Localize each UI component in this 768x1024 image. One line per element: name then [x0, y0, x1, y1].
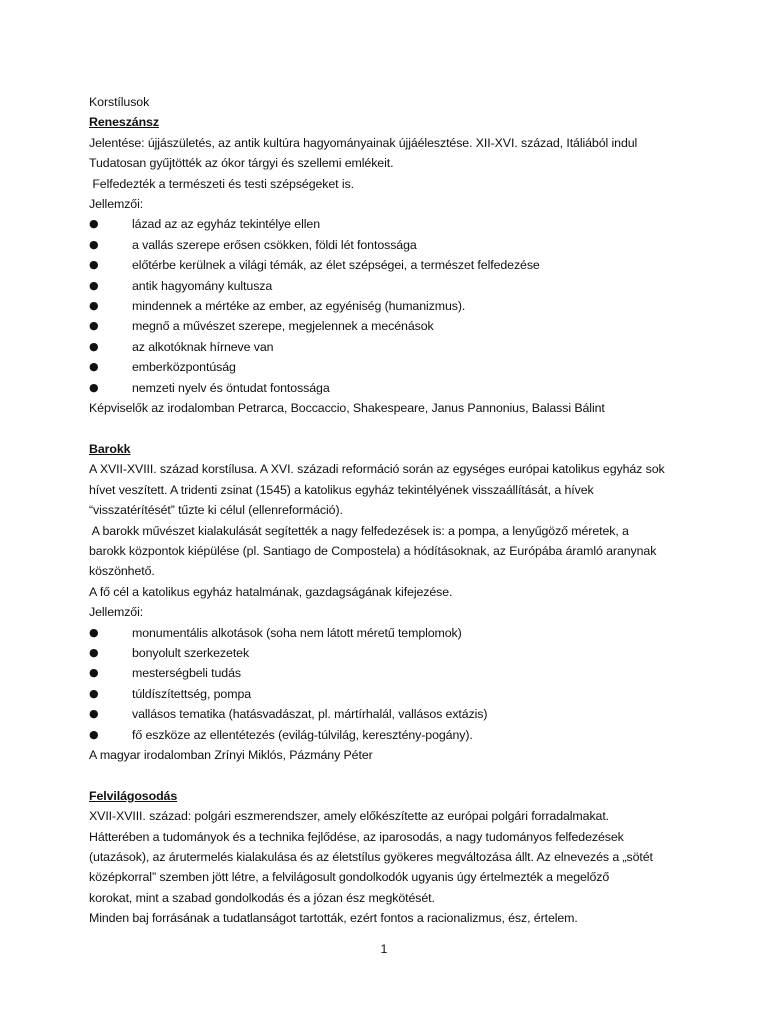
enlightenment-text-line: középkorral” szemben jött létre, a felvilágosult gondolkodók ugyanis úgy értelmezték a megelőző — [89, 870, 610, 885]
document-page — [89, 92, 689, 929]
baroque-text-line: hívet veszített. A tridenti zsinat (1545) a katolikus egyház tekintélyének visszaállítását, a hívek — [89, 482, 594, 497]
list-item: ● mindennek a mértéke az ember, az egyéniség (humanizmus). — [89, 296, 689, 316]
page-number: 1 — [380, 942, 388, 956]
enlightenment-text-line: (utazások), az árutermelés kialakulása és az életstílus gyökeres megváltozása állt. Az elnevezés a „sötét — [89, 850, 653, 864]
bullet-icon: ● — [89, 686, 99, 700]
baroque-hungarian-authors: A magyar irodalomban Zrínyi Miklós, Pázmány Péter — [89, 747, 373, 762]
list-item: ● vallásos tematika (hatásvadászat, pl. mártírhalál, vallásos extázis) — [89, 704, 689, 724]
bullet-icon: ● — [89, 727, 99, 741]
list-item: ● túldíszítettség, pompa — [89, 684, 689, 704]
baroque-text-line: köszönhető. — [89, 564, 155, 579]
renaissance-meaning: Jelentése: újjászületés, az antik kultúra hagyományainak újjáélesztése. XII-XVI. század, Itáliából indul — [89, 135, 638, 150]
enlightenment-text-line: Minden baj forrásának a tudatlanságot tartották, ezért fontos a racionalizmus, ész, értelem. — [89, 911, 578, 926]
baroque-text-line: “visszatérítését” tűzte ki célul (ellenreformáció). — [89, 503, 343, 518]
renaissance-text-line: Felfedezték a természeti és testi szépségeket is. — [89, 176, 354, 191]
baroque-text-line: A XVII-XVIII. század korstílusa. A XVI. századi reformáció során az egységes európai katolikus egyház sok — [89, 462, 665, 477]
list-item: ● monumentális alkotások (soha nem látott méretű templomok) — [89, 623, 689, 643]
bullet-icon: ● — [89, 666, 99, 680]
renaissance-text-line: Tudatosan gyűjtötték az ókor tárgyi és szellemi emlékeit. — [89, 156, 394, 171]
renaissance-feature-list — [89, 214, 689, 398]
list-item: ● lázad az az egyház tekintélye ellen — [89, 214, 689, 234]
enlightenment-text-line: Hátterében a tudományok és a technika fejlődése, az iparosodás, a nagy tudományos felfedezések — [89, 829, 624, 844]
bullet-icon: ● — [89, 625, 99, 639]
baroque-features-label: Jellemzői: — [89, 605, 144, 620]
section-heading-renaissance: Reneszánsz — [89, 115, 159, 130]
bullet-icon: ● — [89, 360, 99, 374]
renaissance-representatives: Képviselők az irodalomban Petrarca, Boccaccio, Shakespeare, Janus Pannonius, Balassi Bálint — [89, 401, 605, 416]
enlightenment-text-line: XVII-XVIII. század: polgári eszmerendszer, amely előkészítette az európai polgári forradalmakat. — [89, 809, 610, 824]
bullet-icon: ● — [89, 707, 99, 721]
list-item: ● bonyolult szerkezetek — [89, 643, 689, 663]
baroque-goal: A fő cél a katolikus egyház hatalmának, gazdagságának kifejezése. — [89, 584, 453, 599]
spacer — [89, 419, 689, 439]
bullet-icon: ● — [89, 339, 99, 353]
list-item: ● nemzeti nyelv és öntudat fontossága — [89, 378, 689, 398]
document-title: Korstílusok — [89, 95, 150, 109]
baroque-text-line: A barokk művészet kialakulását segítették a nagy felfedezések is: a pompa, a lenyűgöző méretek, a — [89, 523, 629, 538]
section-heading-enlightenment: Felvilágosodás — [89, 788, 178, 803]
renaissance-features-label: Jellemzői: — [89, 197, 144, 212]
list-item: ● mesterségbeli tudás — [89, 663, 689, 683]
bullet-icon: ● — [89, 645, 99, 659]
baroque-text-line: barokk központok kiépülése (pl. Santiago de Compostela) a hódításoknak, az Európába áramló aranynak — [89, 543, 657, 558]
list-item: ● megnő a művészet szerepe, megjelennek a mecénások — [89, 316, 689, 336]
baroque-feature-list — [89, 623, 689, 745]
bullet-icon: ● — [89, 258, 99, 272]
bullet-icon: ● — [89, 319, 99, 333]
list-item: ● fő eszköze az ellentétezés (evilág-túlvilág, keresztény-pogány). — [89, 725, 689, 745]
bullet-icon: ● — [89, 278, 99, 292]
bullet-icon: ● — [89, 237, 99, 251]
bullet-icon: ● — [89, 217, 99, 231]
list-item: ● az alkotóknak hírneve van — [89, 337, 689, 357]
list-item: ● a vallás szerepe erősen csökken, földi lét fontossága — [89, 235, 689, 255]
bullet-icon: ● — [89, 380, 99, 394]
spacer — [89, 765, 689, 785]
list-item: ● előtérbe kerülnek a világi témák, az élet szépségei, a természet felfedezése — [89, 255, 689, 275]
list-item: ● antik hagyomány kultusza — [89, 276, 689, 296]
list-item: ● emberközpontúság — [89, 357, 689, 377]
bullet-icon: ● — [89, 299, 99, 313]
section-heading-baroque: Barokk — [89, 441, 131, 456]
enlightenment-text-line: korokat, mint a szabad gondolkodás és a józan ész megkötését. — [89, 890, 435, 905]
